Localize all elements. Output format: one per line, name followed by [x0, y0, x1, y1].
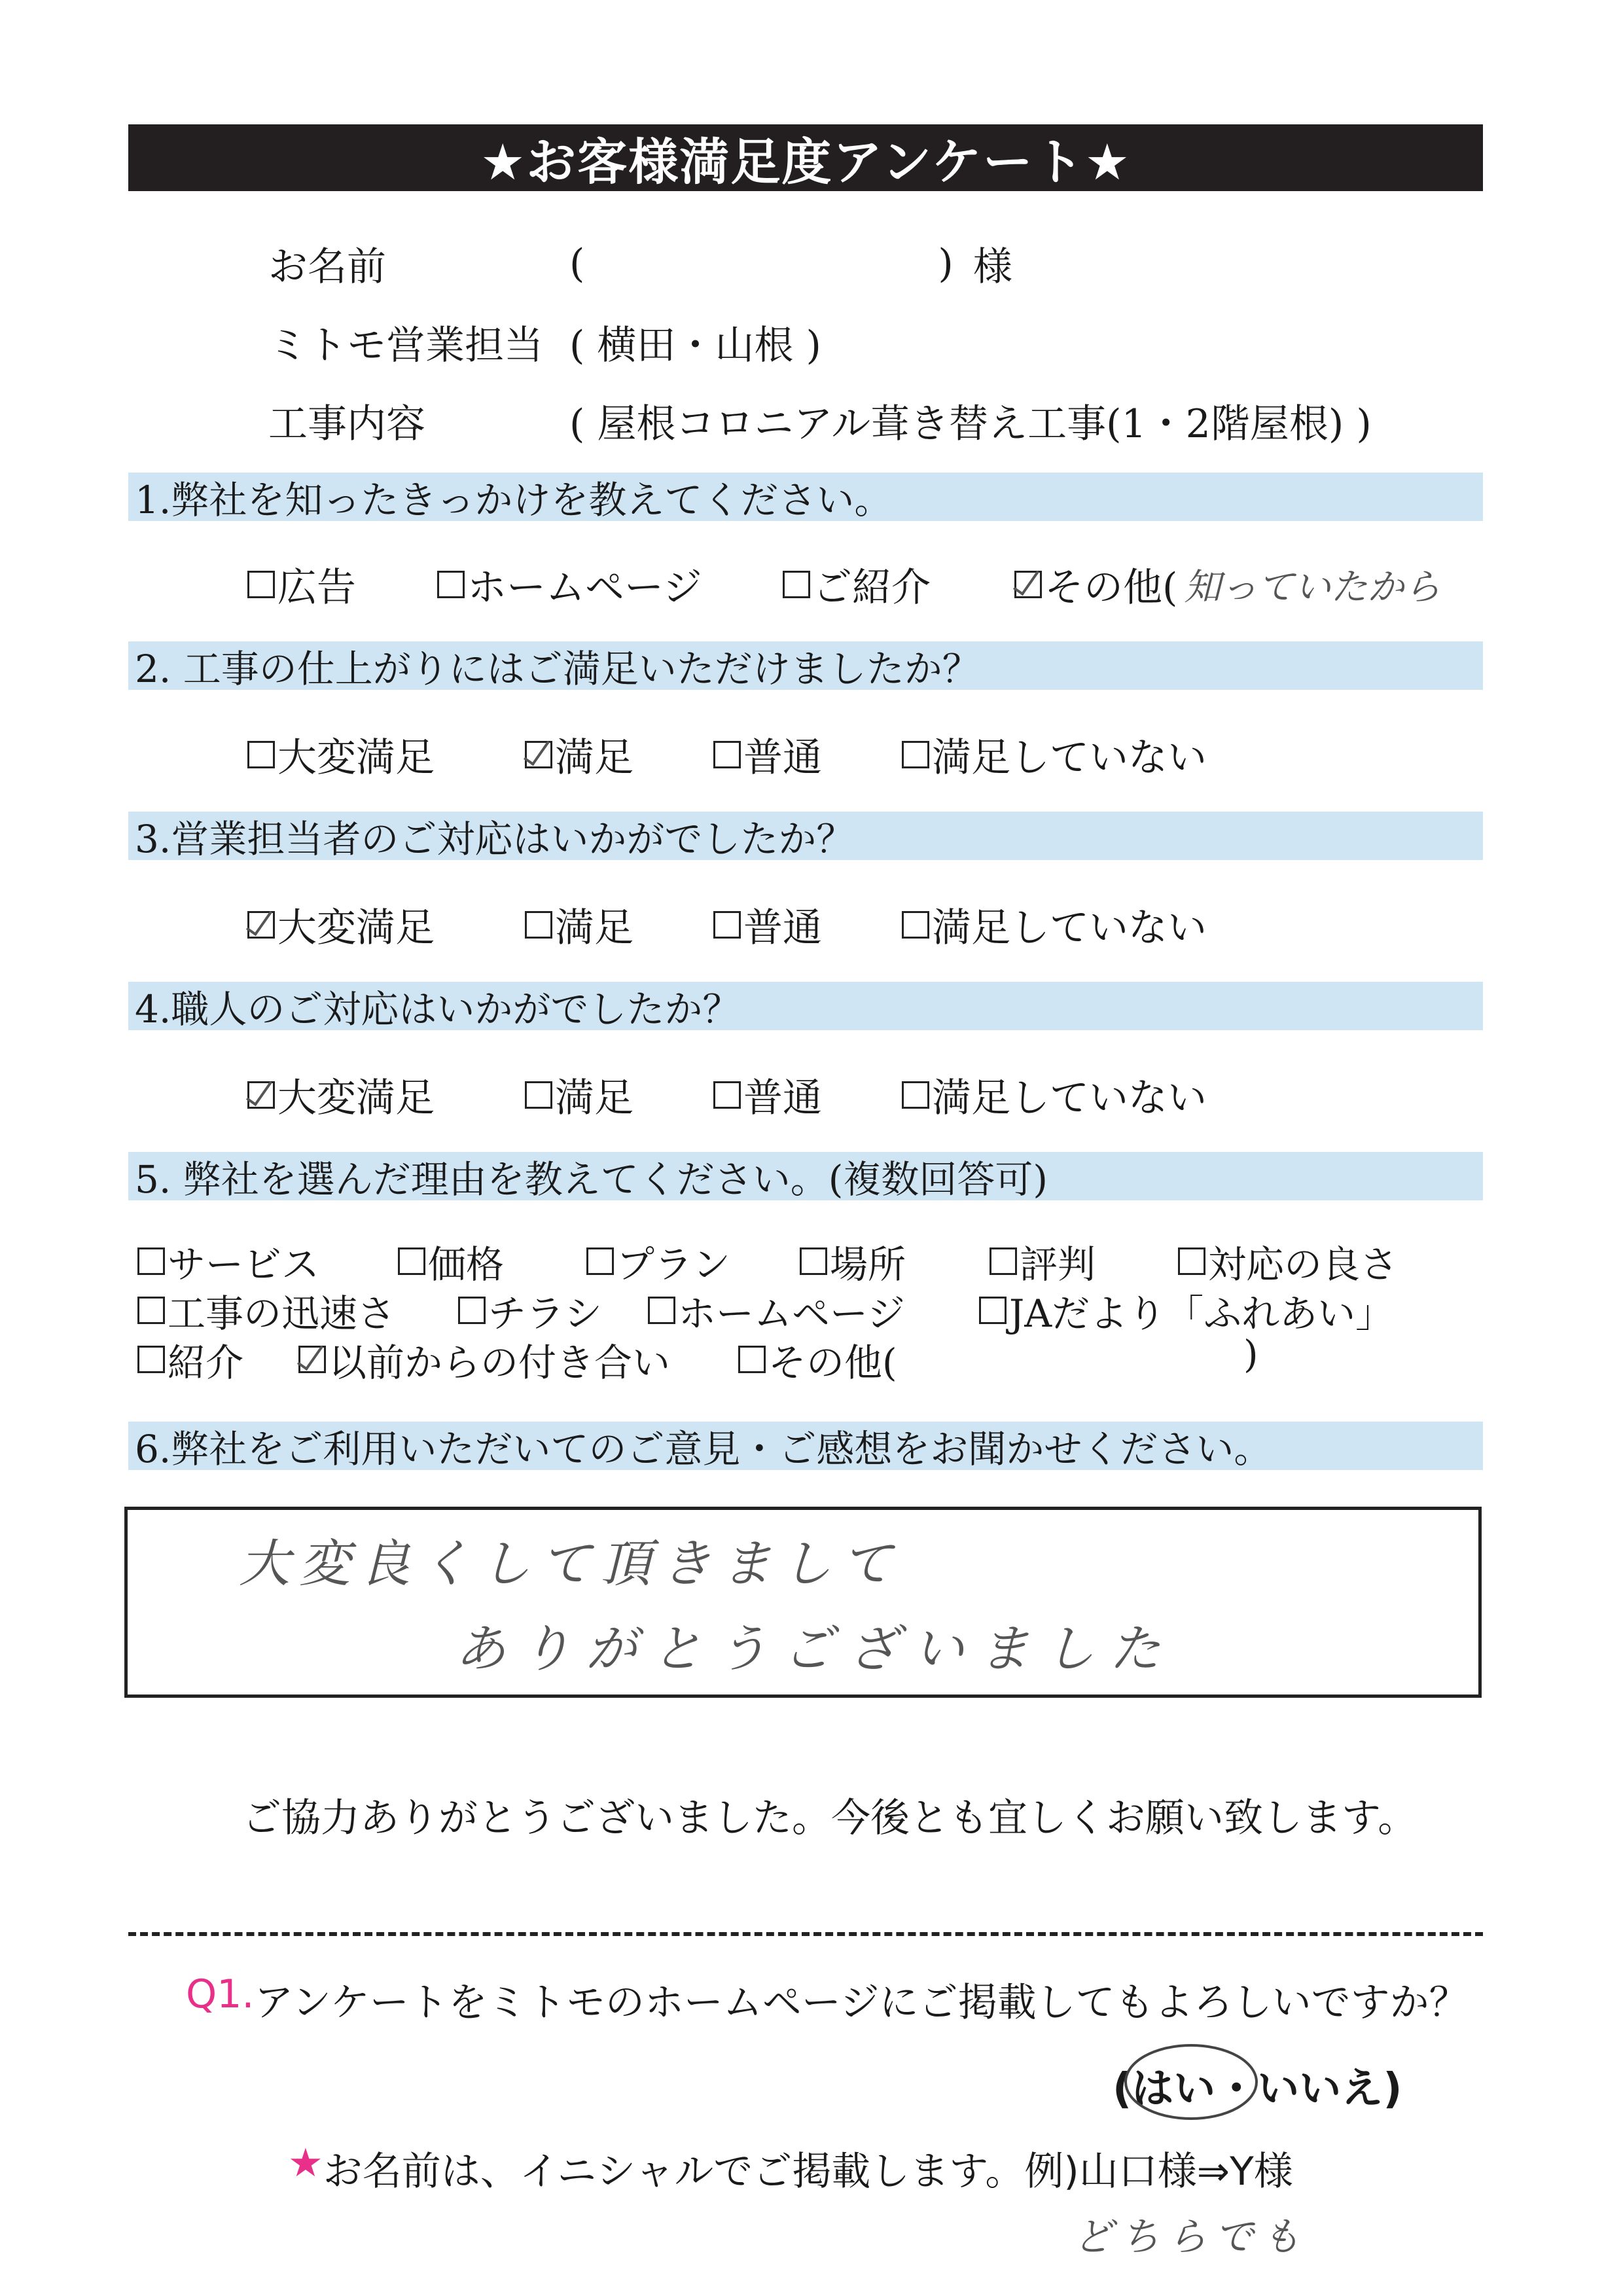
- web-question-text: アンケートをミトモのホームページにご掲載してもよろしいですか？: [254, 1980, 1469, 2026]
- checkbox-icon[interactable]: [525, 911, 552, 939]
- checkbox-icon[interactable]: [902, 911, 929, 939]
- checkbox-icon[interactable]: [800, 1247, 827, 1275]
- checkbox-icon[interactable]: [137, 1247, 165, 1275]
- q3-option-not-satisfied[interactable]: 満足していない: [902, 897, 1207, 953]
- q5-option-good-response[interactable]: 対応の良さ: [1178, 1234, 1398, 1289]
- q5-other-close: ): [1243, 1332, 1258, 1376]
- question-4: 4.職人のご対応はいかがでしたか？: [128, 982, 1483, 1030]
- q4-option-not-satisfied[interactable]: 満足していない: [902, 1067, 1207, 1123]
- checkbox-icon[interactable]: [398, 1247, 425, 1275]
- name-row: [268, 236, 1012, 292]
- checkbox-icon[interactable]: [1178, 1247, 1205, 1275]
- q5-options-row2: [0, 1283, 1623, 1335]
- sales-row: [268, 314, 821, 370]
- checkbox-icon[interactable]: [437, 571, 465, 598]
- checkbox-checked-icon[interactable]: [247, 911, 275, 939]
- checkbox-checked-icon[interactable]: [247, 1081, 275, 1109]
- checkbox-icon[interactable]: [902, 741, 929, 768]
- q5-options-row1: [0, 1234, 1623, 1286]
- name-open: (: [569, 241, 585, 287]
- q5-option-speed[interactable]: 工事の迅速さ: [137, 1283, 395, 1338]
- checkbox-icon[interactable]: [902, 1081, 929, 1109]
- q2-option-satisfied[interactable]: 満足: [525, 726, 633, 783]
- checkbox-icon[interactable]: [648, 1297, 675, 1324]
- checkbox-icon[interactable]: [713, 741, 741, 768]
- initials-note: [288, 2140, 1293, 2197]
- question-2: 2. 工事の仕上がりにはご満足いただけましたか？: [128, 641, 1483, 690]
- q5-option-reputation[interactable]: 評判: [990, 1234, 1096, 1289]
- checkbox-icon[interactable]: [137, 1297, 165, 1324]
- q3-options: [0, 897, 1623, 949]
- question-5: 5. 弊社を選んだ理由を教えてください。(複数回答可): [128, 1152, 1483, 1200]
- question-3: 3.営業担当者のご対応はいかがでしたか？: [128, 812, 1483, 860]
- question-1: 1.弊社を知ったきっかけを教えてください。: [128, 473, 1483, 521]
- q3-option-normal[interactable]: 普通: [713, 897, 822, 953]
- checkbox-icon[interactable]: [713, 911, 741, 939]
- initials-note-text: お名前は、イニシャルでご掲載します。例)山口様⇒Y様: [323, 2149, 1293, 2195]
- q4-option-normal[interactable]: 普通: [713, 1067, 822, 1123]
- work-value: ( 屋根コロニアル葺き替え工事(1・2階屋根) ): [569, 401, 1372, 447]
- checkbox-checked-icon[interactable]: [525, 741, 552, 768]
- sales-value: ( 横田・山根 ): [569, 323, 821, 368]
- q4-option-very-satisfied[interactable]: 大変満足: [247, 1067, 435, 1123]
- work-label: 工事内容: [268, 401, 425, 447]
- web-question: [186, 1971, 1469, 2028]
- web-answer[interactable]: (はい・いいえ): [1113, 2055, 1402, 2115]
- q4-option-satisfied[interactable]: 満足: [525, 1067, 633, 1123]
- q1-options: [0, 556, 1623, 609]
- q5-options-row3: [0, 1332, 1623, 1384]
- dashed-divider: [128, 1932, 1483, 1936]
- question-6: 6.弊社をご利用いただいてのご意見・ご感想をお聞かせください。: [128, 1422, 1483, 1470]
- q1-option-referral[interactable]: ご紹介: [783, 556, 931, 613]
- checkbox-icon[interactable]: [713, 1081, 741, 1109]
- checkbox-icon[interactable]: [458, 1297, 486, 1324]
- q2-option-normal[interactable]: 普通: [713, 726, 822, 783]
- checkbox-icon[interactable]: [525, 1081, 552, 1109]
- q1-option-homepage[interactable]: ホームページ: [437, 556, 702, 613]
- q2-options: [0, 726, 1623, 779]
- comment-line-1: 大変良くして頂きまして: [239, 1535, 902, 1594]
- q5-option-flyer[interactable]: チラシ: [458, 1283, 602, 1338]
- q1-option-other[interactable]: その他( 知っていたから: [1014, 556, 1440, 613]
- checkbox-icon[interactable]: [586, 1247, 614, 1275]
- q4-options: [0, 1067, 1623, 1119]
- checkbox-icon[interactable]: [247, 741, 275, 768]
- work-row: [268, 393, 1372, 449]
- q5-option-ja-newsletter[interactable]: JAだより「ふれあい」: [979, 1283, 1393, 1338]
- star-icon: ★: [288, 2140, 323, 2186]
- checkbox-icon[interactable]: [979, 1297, 1007, 1324]
- answer-circle-icon: [1119, 2039, 1263, 2125]
- checkbox-checked-icon[interactable]: [298, 1346, 326, 1373]
- comment-line-2: ありがとうございました: [455, 1620, 1175, 1679]
- survey-title: ★お客様満足度アンケート★: [128, 124, 1483, 191]
- q5-option-referral[interactable]: 紹介: [137, 1332, 243, 1387]
- q5-option-price[interactable]: 価格: [398, 1234, 504, 1289]
- name-close: ): [938, 241, 954, 287]
- q5-option-longtime[interactable]: 以前からの付き合い: [298, 1332, 670, 1387]
- checkbox-checked-icon[interactable]: [1014, 571, 1042, 598]
- q3-option-satisfied[interactable]: 満足: [525, 897, 633, 953]
- q5-option-service[interactable]: サービス: [137, 1234, 319, 1289]
- q3-option-very-satisfied[interactable]: 大変満足: [247, 897, 435, 953]
- web-question-prefix: Q1.: [186, 1971, 255, 2017]
- q1-option-ad[interactable]: 広告: [247, 556, 356, 613]
- q5-option-plan[interactable]: プラン: [586, 1234, 730, 1289]
- checkbox-icon[interactable]: [783, 571, 810, 598]
- q5-option-location[interactable]: 場所: [800, 1234, 906, 1289]
- name-label: お名前: [268, 244, 386, 290]
- q1-other-handwritten: 知っていたから: [1184, 566, 1441, 609]
- q5-option-other[interactable]: その他(: [738, 1332, 897, 1387]
- q2-option-not-satisfied[interactable]: 満足していない: [902, 726, 1207, 783]
- thanks-message: ご協力ありがとうございました。今後とも宜しくお願い致します。: [242, 1795, 1418, 1841]
- checkbox-icon[interactable]: [137, 1346, 165, 1373]
- checkbox-icon[interactable]: [990, 1247, 1017, 1275]
- checkbox-icon[interactable]: [738, 1346, 766, 1373]
- checkbox-icon[interactable]: [247, 571, 275, 598]
- name-suffix: 様: [972, 244, 1012, 290]
- handwritten-either: どちらでも: [1073, 2214, 1309, 2260]
- q2-option-very-satisfied[interactable]: 大変満足: [247, 726, 435, 783]
- sales-label: ミトモ営業担当: [268, 323, 543, 368]
- q5-option-homepage[interactable]: ホームページ: [648, 1283, 905, 1338]
- comment-box[interactable]: [124, 1507, 1482, 1698]
